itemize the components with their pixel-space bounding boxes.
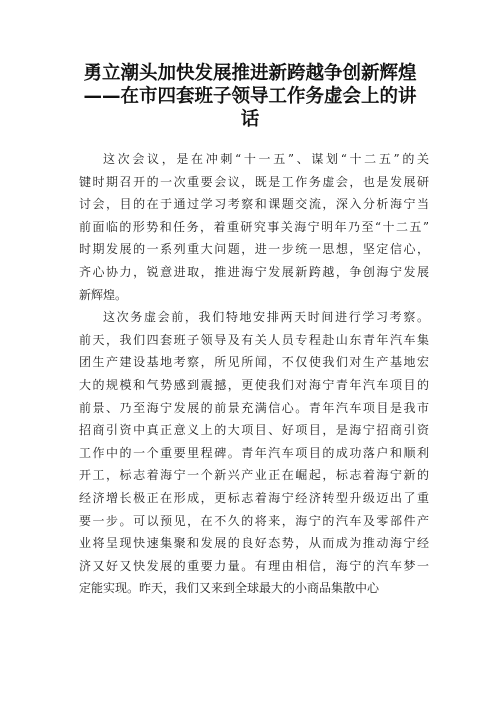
- text-line: 这次会议，是在冲刺“十一五”、谋划“十二五”的关: [103, 152, 429, 166]
- text-line: 团生产建设基地考察，所见所闻，不仅使我们对生产基地宏: [79, 355, 429, 370]
- text-line: 新辉煌。: [79, 287, 128, 302]
- text-line: 前面临的形势和任务，着重研究事关海宁明年乃至“十二五”: [79, 219, 429, 234]
- title-line: 话: [240, 109, 260, 130]
- text-line: 这次务虚会前，我们特地安排两天时间进行学习考察。: [103, 310, 429, 325]
- text-line: 定能实现。昨天，我们又来到全球最大的小商品集散中心: [79, 581, 380, 596]
- text-line: 讨会，目的在于通过学习考察和课题交流，深入分析海宁当: [79, 197, 429, 212]
- text-line: 开工，标志着海宁一个新兴产业正在崛起，标志着海宁新的: [79, 468, 429, 483]
- text-line: 经济增长极正在形成，更标志着海宁经济转型升级迈出了重: [79, 490, 429, 505]
- title-line: 勇立潮头加快发展推进新跨越争创新辉煌: [83, 63, 417, 84]
- title-line: ——在市四套班子领导工作务虚会上的讲: [83, 86, 417, 107]
- paragraph: [79, 148, 429, 306]
- paragraph: [79, 306, 429, 600]
- text-line: 业将呈现快速集聚和发展的良好态势，从而成为推动海宁经: [79, 536, 429, 551]
- text-line: 招商引资中真正意义上的大项目、好项目，是海宁招商引资: [79, 423, 429, 438]
- document-body: [79, 148, 429, 600]
- document-title: [60, 62, 440, 131]
- text-line: 齐心协力，锐意进取，推进海宁发展新跨越，争创海宁发展: [79, 264, 429, 279]
- text-line: 工作中的一个重要里程碑。青年汽车项目的成功落户和顺利: [79, 445, 429, 460]
- text-line: 前天，我们四套班子领导及有关人员专程赴山东青年汽车集: [79, 332, 429, 347]
- text-line: 时期发展的一系列重大问题，进一步统一思想，坚定信心，: [79, 242, 429, 257]
- text-line: 前景、乃至海宁发展的前景充满信心。青年汽车项目是我市: [79, 400, 429, 415]
- text-line: 键时期召开的一次重要会议，既是工作务虚会，也是发展研: [79, 174, 429, 189]
- text-line: 济又好又快发展的重要力量。有理由相信，海宁的汽车梦一: [79, 558, 429, 573]
- text-line: 大的规模和气势感到震撼，更使我们对海宁青年汽车项目的: [79, 377, 429, 392]
- text-line: 要一步。可以预见，在不久的将来，海宁的汽车及零部件产: [79, 513, 429, 528]
